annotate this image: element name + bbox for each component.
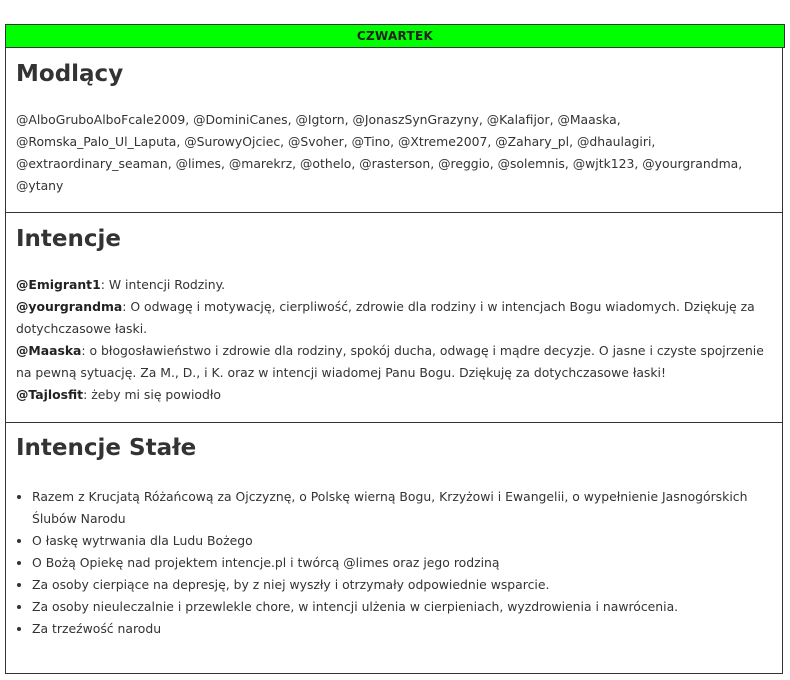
intent-user[interactable]: @yourgrandma <box>16 299 123 314</box>
intent-text: : W intencji Rodziny. <box>100 277 226 292</box>
intent-user[interactable]: @Emigrant1 <box>16 277 101 292</box>
intencje-stale-section <box>5 422 783 674</box>
day-banner: CZWARTEK <box>5 24 785 48</box>
list-item: • O łaskę wytrwania dla Ludu Bożego <box>32 530 764 552</box>
modlacy-section <box>5 47 783 213</box>
list-item: • Za trzeźwość narodu <box>32 618 764 640</box>
intent-text: : o błogosławieństwo i zdrowie dla rodziny, spokój ducha, odwagę i mądre decyzje. O jasne i czyste spojrzenie na pewną sytuację. Za M., D., i K. oraz w intencji wiadomej Panu Bogu. Dziękuję za dotychczasowe łaski! <box>16 343 764 380</box>
intent-user[interactable]: @Maaska <box>16 343 82 358</box>
intencje-stale-heading: Intencje Stałe <box>16 435 197 461</box>
intent-text: : O odwagę i motywację, cierpliwość, zdrowie dla rodziny i w intencjach Bogu wiadomych. Dziękuję za dotychczasowe łaski. <box>16 299 755 336</box>
intent-text: : żeby mi się powiodło <box>83 387 221 402</box>
list-item: • Za osoby nieuleczalnie i przewlekle chore, w intencji ulżenia w cierpieniach, wyzdrowienia i nawrócenia. <box>32 596 764 618</box>
intencje-heading: Intencje <box>16 226 122 252</box>
list-item: • O Bożą Opiekę nad projektem intencje.pl i twórcą @limes oraz jego rodziną <box>32 552 764 574</box>
permanent-intentions-list <box>16 486 764 640</box>
intent-item <box>16 340 766 384</box>
intencje-list <box>16 274 766 406</box>
intent-item <box>16 296 766 340</box>
members-list: @AlboGruboAlboFcale2009, @DominiCanes, @Igtorn, @JonaszSynGrazyny, @Kalafijor, @Maaska, @Romska_Palo_Ul_Laputa, @SurowyOjciec, @Svoher, @Tino, @Xtreme2007, @Zahary_pl, @dhaulagiri, @extraordinary_seaman, @limes, @marekrz, @othelo, @rasterson, @reggio, @solemnis, @wjtk123, @yourgrandma, @ytany <box>16 112 743 193</box>
list-item: • Za osoby cierpiące na depresję, by z niej wyszły i otrzymały odpowiednie wsparcie. <box>32 574 764 596</box>
intent-user[interactable]: @Tajlosfit <box>16 387 84 402</box>
intent-item <box>16 274 766 296</box>
modlacy-heading: Modlący <box>16 61 124 87</box>
intent-item <box>16 384 766 406</box>
intencje-section <box>5 212 783 423</box>
list-item: • Razem z Krucjatą Różańcową za Ojczyznę, o Polskę wierną Bogu, Krzyżowi i Ewangelii, o wypełnienie Jasnogórskich Ślubów Narodu <box>32 486 764 530</box>
